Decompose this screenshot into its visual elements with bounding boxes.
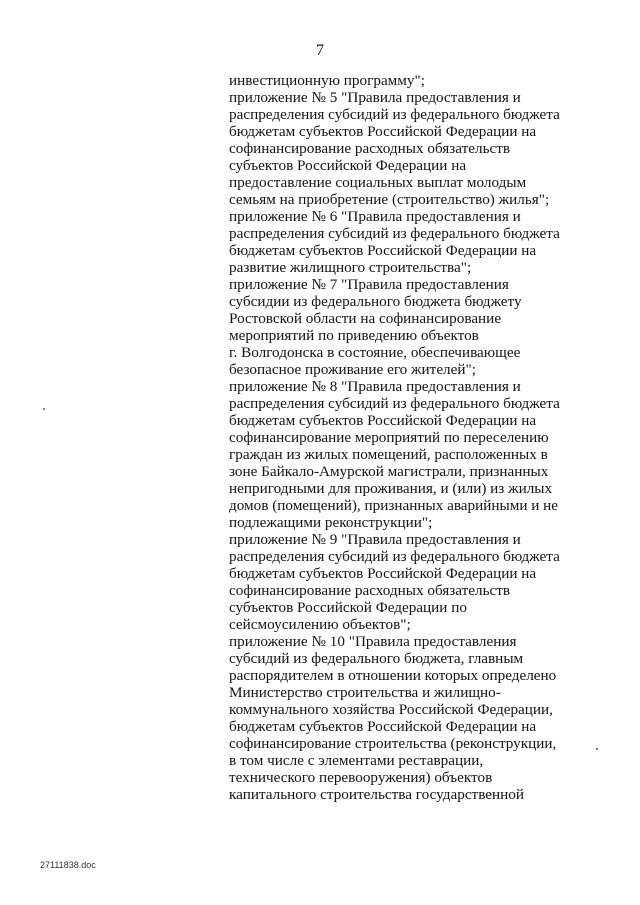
text-line: Министерство строительства и жилищно- (229, 684, 501, 701)
text-line: приложение № 10 "Правила предоставления (229, 633, 517, 650)
text-line: приложение № 7 "Правила предоставления (229, 276, 509, 293)
text-line: бюджетам субъектов Российской Федерации на (229, 242, 537, 259)
text-line: софинансирование мероприятий по переселению (229, 429, 549, 446)
text-line: технического перевооружения) объектов (229, 769, 493, 786)
text-line: распорядителем в отношении которых определено (229, 667, 557, 684)
text-line: в том числе с элементами реставрации, (229, 752, 484, 769)
text-line: предоставление социальных выплат молодым (229, 174, 527, 191)
text-line: распределения субсидий из федерального бюджета (229, 106, 560, 123)
text-line: субъектов Российской Федерации на (229, 157, 467, 174)
text-line: бюджетам субъектов Российской Федерации на (229, 718, 537, 735)
text-line: приложение № 8 "Правила предоставления и (229, 378, 521, 395)
text-line: субсидий из федерального бюджета, главным (229, 650, 524, 667)
text-line: граждан из жилых помещений, расположенных в (229, 446, 548, 463)
text-line: капитального строительства государственной (229, 786, 524, 803)
text-line: субъектов Российской Федерации по (229, 599, 467, 616)
text-line: бюджетам субъектов Российской Федерации на (229, 123, 537, 140)
text-line: безопасное проживание его жителей"; (229, 361, 476, 378)
text-line: софинансирование расходных обязательств (229, 582, 511, 599)
text-line: подлежащими реконструкции"; (229, 514, 433, 531)
text-line: инвестиционную программу"; (229, 72, 425, 89)
text-line: сейсмоусилению объектов"; (229, 616, 411, 633)
text-line: мероприятий по приведению объектов (229, 327, 479, 344)
text-line: распределения субсидий из федерального бюджета (229, 395, 560, 412)
text-line: бюджетам субъектов Российской Федерации на (229, 412, 537, 429)
page-number: 7 (316, 42, 324, 59)
text-line: бюджетам субъектов Российской Федерации на (229, 565, 537, 582)
text-line: развитие жилищного строительства"; (229, 259, 472, 276)
text-line: коммунального хозяйства Российской Федерации, (229, 701, 553, 718)
text-line: приложение № 9 "Правила предоставления и (229, 531, 521, 548)
scan-speck (43, 408, 45, 410)
text-line: непригодными для проживания, и (или) из жилых (229, 480, 553, 497)
text-line: зоне Байкало-Амурской магистрали, признанных (229, 463, 549, 480)
text-line: приложение № 6 "Правила предоставления и (229, 208, 521, 225)
text-line: приложение № 5 "Правила предоставления и (229, 89, 521, 106)
text-line: г. Волгодонска в состояние, обеспечивающее (229, 344, 521, 361)
text-line: субсидии из федерального бюджета бюджету (229, 293, 522, 310)
scan-speck (596, 748, 598, 750)
text-line: Ростовской области на софинансирование (229, 310, 502, 327)
text-line: распределения субсидий из федерального бюджета (229, 548, 560, 565)
text-line: софинансирование строительства (реконструкции, (229, 735, 557, 752)
text-line: софинансирование расходных обязательств (229, 140, 511, 157)
text-line: семьям на приобретение (строительство) жилья"; (229, 191, 550, 208)
document-body (229, 72, 569, 803)
footer-filename: 27111838.doc (40, 860, 96, 870)
text-line: домов (помещений), признанных аварийными и не (229, 497, 559, 514)
text-line: распределения субсидий из федерального бюджета (229, 225, 560, 242)
